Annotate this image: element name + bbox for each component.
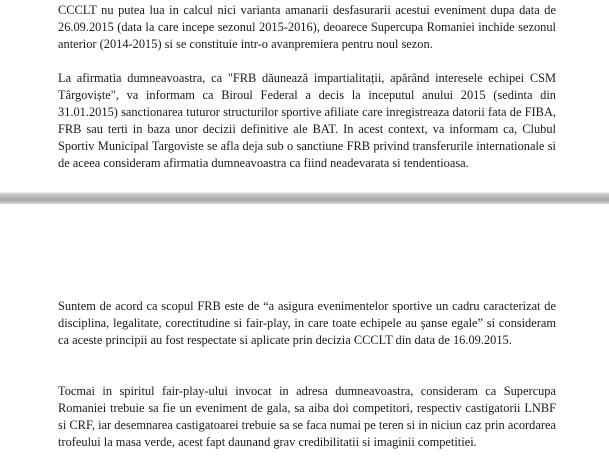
document-page-bottom — [0, 204, 609, 468]
paragraph-frb-purpose: Suntem de acord ca scopul FRB este de “a asigura evenimentelor sportive un cadru caracterizat de disciplina, legalitate, corectitudine si fair-play, in care toate echipele au şanse egale” si consideram ca aceste principii au fost respectate si aplicate prin decizia CCCLT din data de 16.09.2015. — [58, 299, 556, 347]
paragraph-impartiality-response: La afirmatia dumneavoastra, ca "FRB dăunează impartialitații, apărând interesele echipei CSM Târgoviște", va informam ca Biroul Federal a decis la inceputul anului 2015 (sedinta din 31.01.2015) sanctionarea tuturor structurilor sportive afiliate care inregistreaza datorii fata de FIBA, FRB sau terti in baza unor decizii definitive ale BAT. In acest context, va informam ca, Clubul Sportiv Municipal Targoviste se afla deja sub o sanctiune FRB privind transferurile internationale si de aceea consideram afirmatia dumneavoastra ca fiind neadevarata si tendentioasa. — [58, 71, 556, 170]
document-page-top — [0, 0, 609, 192]
paragraph-fair-play: Tocmai in spiritul fair-play-ului invocat in adresa dumneavoastra, consideram ca Supercupa Romaniei trebuie sa fie un eveniment de gala, sa aiba doi competitori, respectiv castigatorii LNBF si CRF, iar desemnarea castigatoarei trebuie sa se faca numai pe teren si in niciun caz prin acordarea trofeului la masa verde, acest fapt daunand grav credibilitatii si imaginii competitiei. — [58, 384, 556, 449]
paragraph-supercup-postponement: CCCLT nu putea lua in calcul nici varianta amanarii desfasurarii acestui eveniment dupa data de 26.09.2015 (data la care incepe sezonul 2015-2016), deoarece Supercupa Romaniei inchide sezonul anterior (2014-2015) si se constituie intr-o avanpremiera pentru noul sezon. — [58, 3, 556, 51]
page-separator — [0, 192, 609, 204]
